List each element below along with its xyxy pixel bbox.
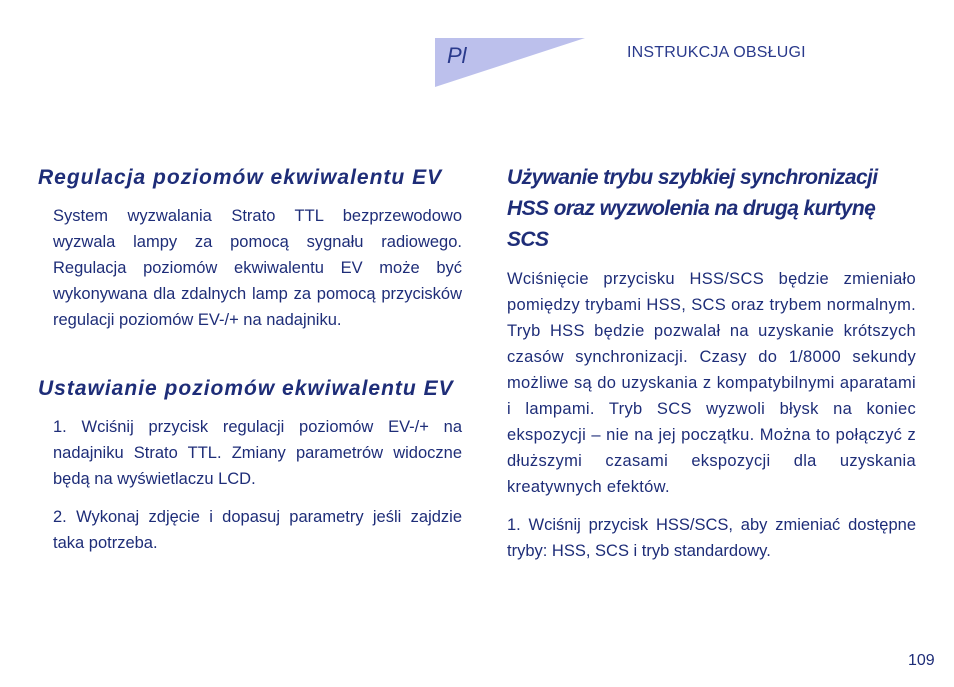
page-number: 109 — [908, 652, 935, 669]
ev-adjustment-body: System wyzwalania Strato TTL bezprzewodowo wyzwala lampy za pomocą sygnału radiowego. Regulacja poziomów ekwiwalentu EV może być wykonywana dla zdalnych lamp za pomocą przycisków regulacji poziomów EV-/+ na nadajniku. — [53, 207, 462, 329]
ev-setting-step-1: 1. Wciśnij przycisk regulacji poziomów EV-/+ na nadajniku Strato TTL. Zmiany parametrów widoczne będą na wyświetlaczu LCD. — [53, 418, 462, 488]
ev-adjustment-section — [38, 162, 462, 333]
ev-setting-heading: Ustawianie poziomów ekwiwalentu EV — [38, 377, 454, 400]
hss-scs-step-1: 1. Wciśnij przycisk HSS/SCS, aby zmieniać dostępne tryby: HSS, SCS i tryb standardowy. — [507, 516, 916, 560]
left-column — [38, 162, 462, 556]
hss-scs-heading: Używanie trybu szybkiej synchronizacji HSS oraz wyzwolenia na drugą kurtynę SCS — [507, 166, 878, 251]
ev-adjustment-heading: Regulacja poziomów ekwiwalentu EV — [38, 166, 443, 189]
hss-scs-body: Wciśnięcie przycisku HSS/SCS będzie zmieniało pomiędzy trybami HSS, SCS oraz trybem normalnym. Tryb HSS będzie pozwalał na uzyskanie krótszych czasów synchronizacji. Czasy do 1/8000 sekundy możliwe są do uzyskania z kompatybilnymi aparatami i lampami. Tryb SCS wyzwoli błysk na koniec ekspozycji – nie na jej początku. Można to połączyć z dłuższymi czasami ekspozycji dla uzyskania kreatywnych efektów. — [507, 270, 916, 496]
right-column — [507, 162, 916, 564]
language-tab — [435, 38, 585, 87]
ev-setting-step-2: 2. Wykonaj zdjęcie i dopasuj parametry jeśli zajdzie taka potrzeba. — [53, 508, 462, 552]
language-code: Pl — [447, 43, 467, 68]
manual-title: INSTRUKCJA OBSŁUGI — [627, 44, 806, 61]
ev-setting-section — [38, 373, 462, 556]
